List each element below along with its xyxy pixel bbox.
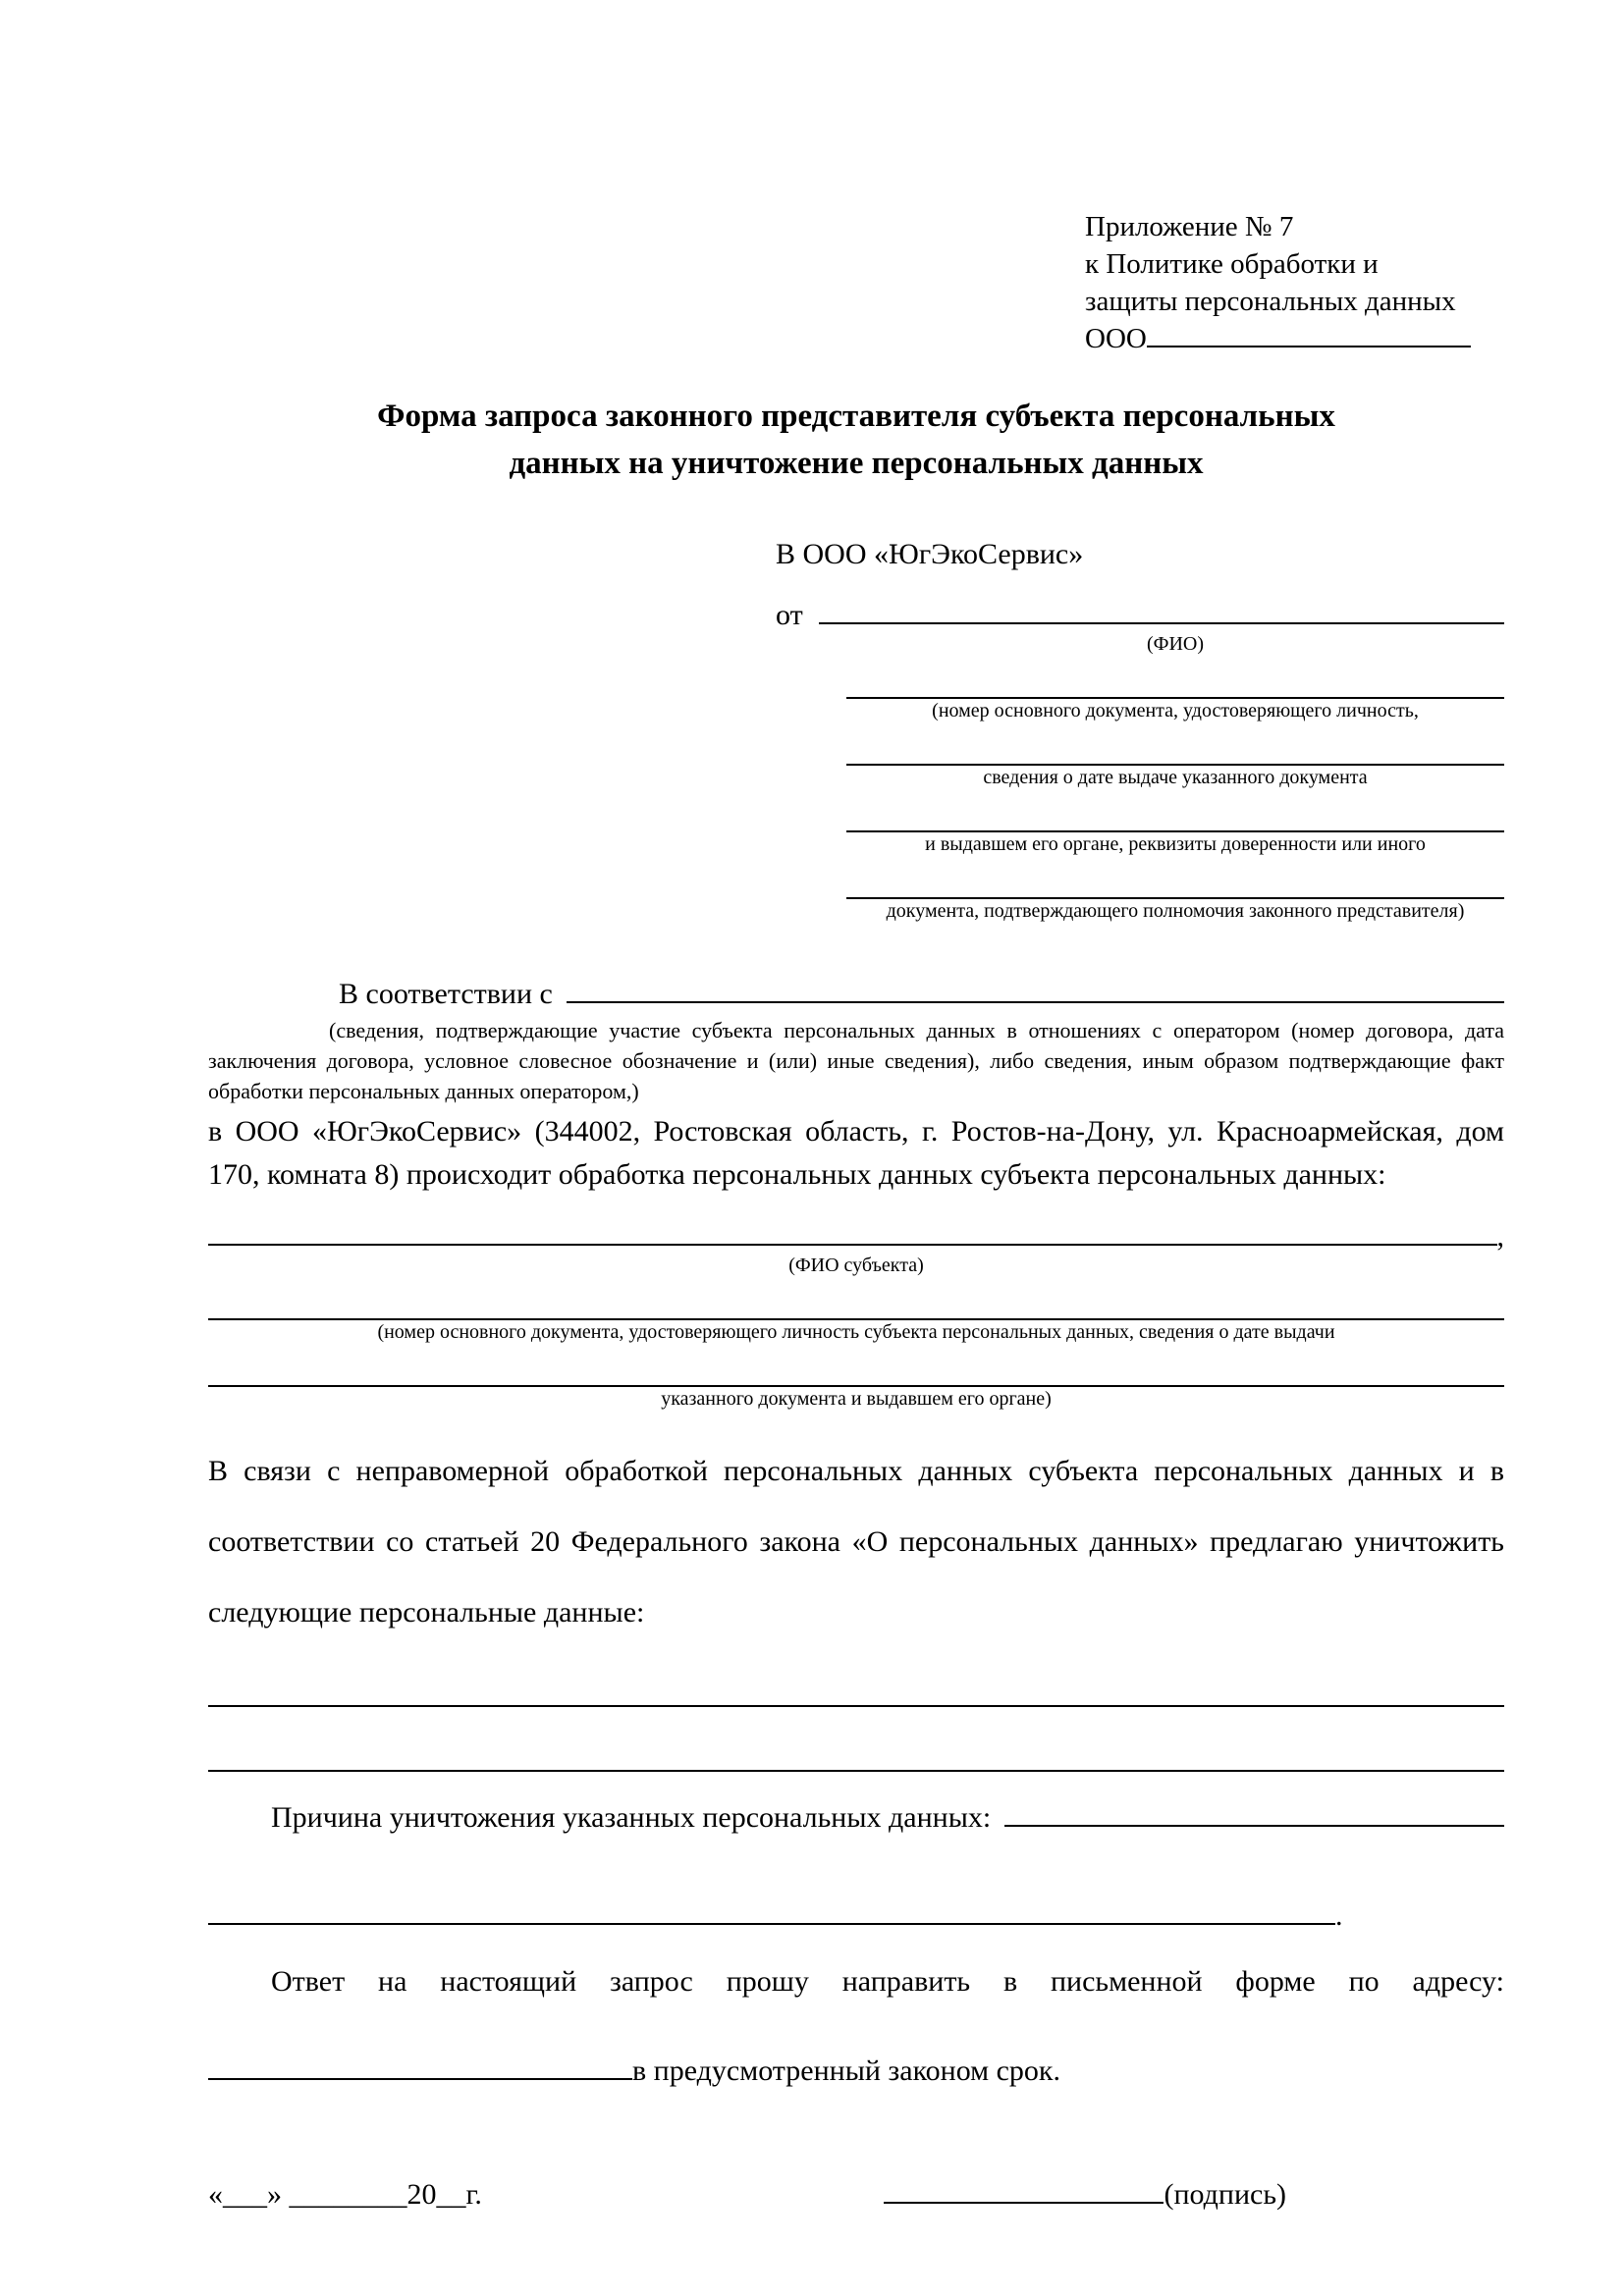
signature-blank-line <box>884 2198 1164 2204</box>
document-title-line-1: Форма запроса законного представителя субъекта персональных <box>377 399 1335 434</box>
subject-doc-blank-line-1 <box>208 1277 1504 1320</box>
subject-fio-blank-line <box>208 1240 1497 1246</box>
according-blank-line <box>567 997 1504 1003</box>
answer-suffix: в предусмотренный законом срок. <box>632 2055 1060 2087</box>
ooo-name-blank-line <box>1147 342 1471 347</box>
from-row <box>776 599 1504 632</box>
signature-group <box>884 2178 1286 2212</box>
appendix-ooo-row <box>1085 320 1504 357</box>
doc-authority-blank-line <box>846 856 1504 899</box>
from-label: от <box>776 599 803 631</box>
period-after-line: . <box>1335 1899 1343 1932</box>
appendix-line-2: к Политике обработки и <box>1085 248 1379 280</box>
signature-caption: (подпись) <box>1164 2178 1286 2211</box>
subject-doc-blank-line-2 <box>208 1344 1504 1387</box>
addressee-to: В ООО «ЮгЭкоСервис» <box>776 538 1084 570</box>
reason-blank-line-2 <box>208 1919 1335 1925</box>
subject-fio-row <box>208 1220 1504 1254</box>
answer-address-row <box>208 2055 1504 2088</box>
ooo-prefix: ООО <box>1085 323 1147 354</box>
reason-label: Причина уничтожения указанных персональных данных: <box>271 1801 992 1834</box>
request-paragraph: В связи с неправомерной обработкой персональных данных субъекта персональных данных и в соответствии со статьей 20 Федерального закона «О персональных данных» предлагаю уничтожить следующие персональные данные: <box>208 1455 1504 1629</box>
operator-paragraph: в ООО «ЮгЭкоСервис» (344002, Ростовская область, г. Ростов-на-Дону, ул. Красноармейская, дом 170, комната 8) происходит обработка персональных данных субъекта персональных данных: <box>208 1115 1504 1191</box>
reason-row <box>208 1801 1504 1835</box>
appendix-block <box>1085 208 1504 357</box>
addressee-block <box>776 536 1504 923</box>
data-blank-line-2 <box>208 1707 1504 1772</box>
answer-paragraph: Ответ на настоящий запрос прошу направить в письменной форме по адресу: <box>271 1965 1504 1998</box>
doc-authority-caption: документа, подтверждающего полномочия законного представителя) <box>886 900 1465 922</box>
fio-blank-line <box>819 618 1504 624</box>
subject-fio-caption: (ФИО субъекта) <box>788 1255 924 1276</box>
subject-doc-caption-1: (номер основного документа, удостоверяющего личность субъекта персональных данных, сведения о дате выдачи <box>377 1321 1335 1343</box>
appendix-line-1: Приложение № 7 <box>1085 211 1294 242</box>
date-blank-text: «___» ________20__г. <box>208 2178 482 2211</box>
reason-blank-line-1 <box>1004 1821 1504 1827</box>
comma-after-line: , <box>1496 1220 1504 1253</box>
doc-date-blank-line <box>846 722 1504 766</box>
appendix-line-3: защиты персональных данных <box>1085 286 1456 317</box>
according-note: (сведения, подтверждающие участие субъекта персональных данных в отношениях с оператором (номер договора, дата заключения договора, условное словесное обозначение и (или) иные сведения), либо сведения, иным образом подтверждающие факт обработки персональных данных оператором,) <box>208 1018 1504 1103</box>
address-blank-line <box>208 2074 632 2080</box>
subject-doc-caption-2: указанного документа и выдавшем его органе) <box>661 1388 1052 1410</box>
doc-date-caption: сведения о дате выдаче указанного документа <box>983 767 1368 788</box>
doc-number-caption: (номер основного документа, удостоверяющего личность, <box>932 700 1419 721</box>
document-title <box>208 393 1504 487</box>
doc-issuer-blank-line <box>846 789 1504 832</box>
data-blank-line-1 <box>208 1648 1504 1707</box>
according-row <box>208 978 1504 1011</box>
fio-caption: (ФИО) <box>1146 633 1204 655</box>
according-label: В соответствии с <box>339 978 553 1010</box>
doc-number-blank-line <box>846 656 1504 699</box>
document-page <box>208 208 1504 2212</box>
doc-issuer-caption: и выдавшем его органе, реквизиты доверенности или иного <box>925 833 1426 855</box>
document-title-line-2: данных на уничтожение персональных данных <box>509 446 1204 481</box>
reason-line-row <box>208 1899 1504 1933</box>
footer-row <box>208 2178 1504 2212</box>
